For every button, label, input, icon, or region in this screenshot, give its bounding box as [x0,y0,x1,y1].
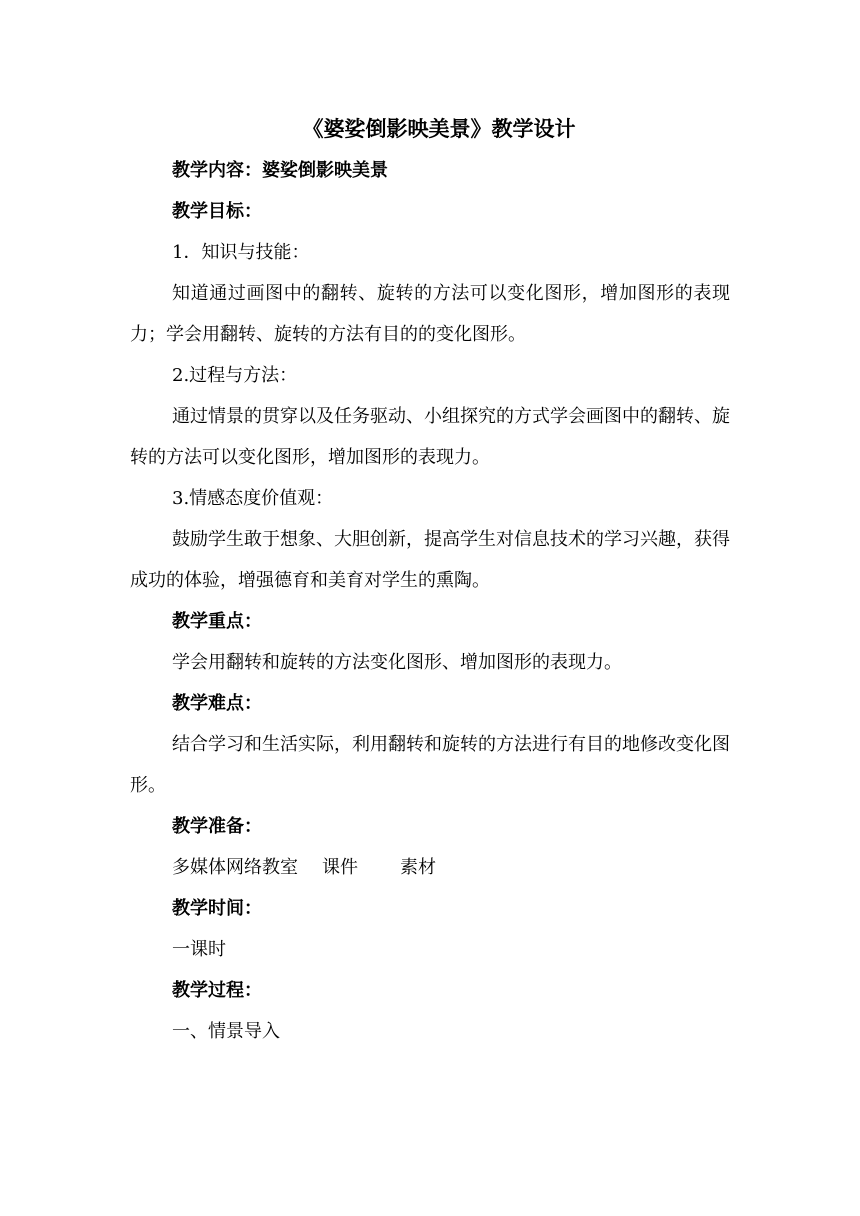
objective-3-text: 鼓励学生敢于想象、大胆创新，提高学生对信息技术的学习兴趣，获得成功的体验，增强德育和美育对学生的熏陶。 [130,529,730,591]
preparation-items [130,847,730,888]
objective-1-label: 1．知识与技能： [172,242,310,263]
objective-2-text: 通过情景的贯穿以及任务驱动、小组探究的方式学会画图中的翻转、旋转的方法可以变化图形，增加图形的表现力。 [130,406,730,468]
prep-item: 素材 [400,857,436,878]
difficulty-text: 结合学习和生活实际，利用翻转和旋转的方法进行有目的地修改变化图形。 [130,734,730,796]
time-heading: 教学时间： [172,898,262,919]
prep-item: 课件 [322,857,358,878]
objective-3-label: 3.情感态度价值观： [172,488,334,509]
process-step-1: 一、情景导入 [172,1021,280,1042]
preparation-heading: 教学准备： [172,816,262,837]
objective-2-label: 2.过程与方法： [172,365,298,386]
prep-item: 多媒体网络教室 [172,857,298,878]
time-text: 一课时 [172,939,226,960]
document-page [130,108,730,1052]
content-heading: 教学内容：婆娑倒影映美景 [172,160,388,181]
document-title: 《婆娑倒影映美景》教学设计 [302,116,576,141]
objective-1-text: 知道通过画图中的翻转、旋转的方法可以变化图形，增加图形的表现力；学会用翻转、旋转的方法有目的的变化图形。 [130,283,730,345]
objectives-heading: 教学目标： [172,201,262,222]
key-points-heading: 教学重点： [172,611,262,632]
process-heading: 教学过程： [172,980,262,1001]
key-points-text: 学会用翻转和旋转的方法变化图形、增加图形的表现力。 [172,652,622,673]
difficulty-heading: 教学难点： [172,693,262,714]
